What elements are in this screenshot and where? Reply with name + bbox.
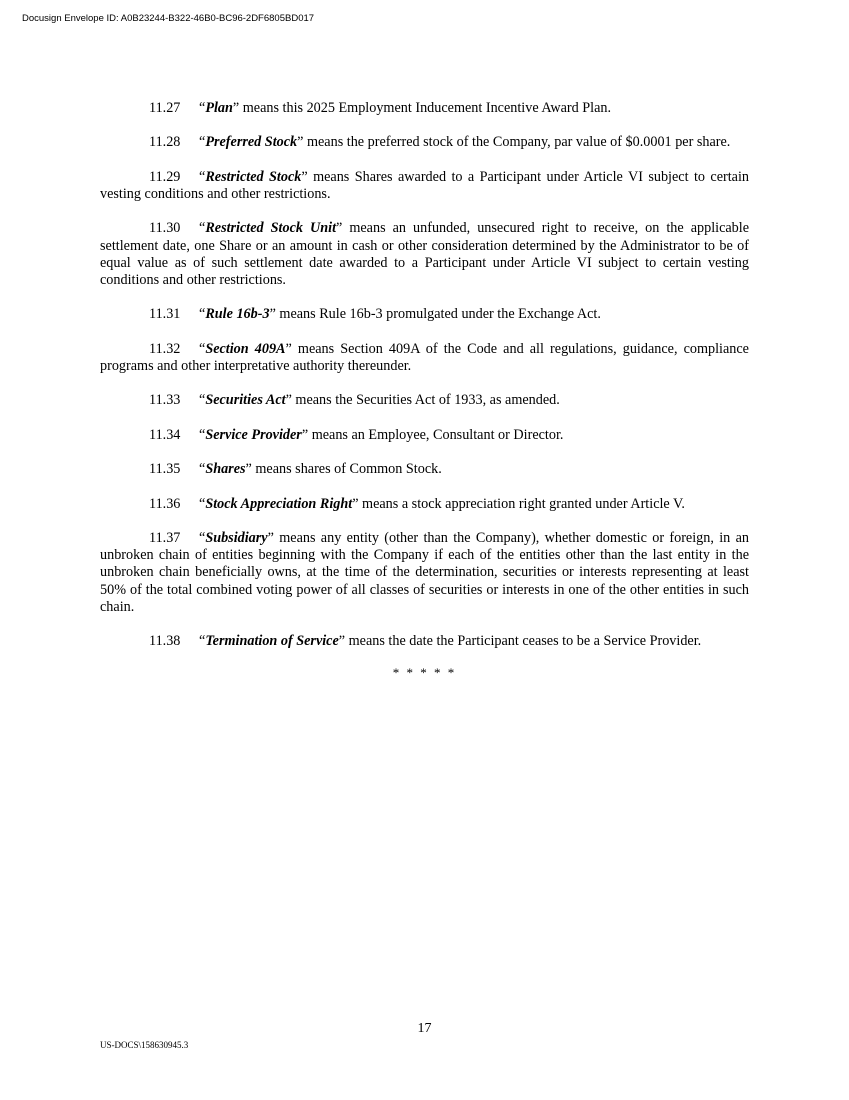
defined-term: Service Provider [205,426,302,443]
section-number: 11.36 [149,495,181,512]
section-number: 11.32 [149,340,181,357]
definition-paragraph: 11.28 “Preferred Stock” means the preferred stock of the Company, par value of $0.0001 per share. [149,134,731,151]
section-number: 11.30 [149,220,181,237]
section-number: 11.31 [149,306,181,323]
section-number: 11.35 [149,461,181,478]
defined-term: Restricted Stock Unit [205,220,337,237]
page-number: 17 [417,1021,432,1036]
definition-paragraph: 11.31 “Rule 16b-3” means Rule 16b-3 promulgated under the Exchange Act. [149,306,601,323]
definition-text: ” means Shares awarded to a Participant under Article VI subject to certain vesting conditions and other restrictions. [100,168,749,202]
defined-term: Securities Act [205,392,286,409]
section-number: 11.33 [149,392,181,409]
defined-term: Termination of Service [205,633,339,650]
defined-term: Stock Appreciation Right [205,495,353,512]
definitions-section [100,100,749,681]
definition-paragraph: 11.27 “Plan” means this 2025 Employment Inducement Incentive Award Plan. [149,100,612,116]
definition-text: ” means this 2025 Employment Inducement Incentive Award Plan. [232,100,612,116]
envelope-id: Docusign Envelope ID: A0B23244-B322-46B0-BC96-2DF6805BD017 [22,13,315,24]
definition-paragraph: 11.35 “Shares” means shares of Common Stock. [149,461,442,478]
defined-term: Subsidiary [205,529,268,546]
definition-text: ” means Rule 16b-3 promulgated under the Exchange Act. [269,306,601,323]
definition-paragraph: 11.29 “Restricted Stock” means Shares awarded to a Participant under Article VI subject to certain vesting conditions and other restrictions. [100,168,749,202]
definition-paragraph: 11.30 “Restricted Stock Unit” means an unfunded, unsecured right to receive, on the applicable settlement date, one Share or an amount in cash or other consideration determined by the Administrator to be of equal value as of such settlement date awarded to a Participant under Article VI subject to certain vesting conditions and other restrictions. [100,220,750,288]
definition-text: ” means Section 409A of the Code and all regulations, guidance, compliance programs and other interpretative authority thereunder. [100,340,749,374]
section-number: 11.27 [149,100,181,116]
definition-paragraph: 11.34 “Service Provider” means an Employee, Consultant or Director. [149,426,564,443]
section-number: 11.37 [149,529,181,546]
definition-text: ” means any entity (other than the Company), whether domestic or foreign, in an unbroken chain of entities beginning with the Company if each of the entities other than the last entity in the unbroken chain beneficially owns, at the time of the determination, securities or interests representing at least 50% of the total combined voting power of all classes of securities or interests in one of the other entities in such chain. [100,529,749,615]
definition-text: ” means an Employee, Consultant or Director. [301,426,564,443]
section-number: 11.28 [149,134,181,151]
definition-text: ” means the Securities Act of 1933, as amended. [285,392,560,409]
section-number: 11.34 [149,426,181,443]
definition-text: ” means a stock appreciation right granted under Article V. [352,495,685,512]
definition-paragraph: 11.33 “Securities Act” means the Securities Act of 1933, as amended. [149,392,560,409]
definition-paragraph: 11.36 “Stock Appreciation Right” means a stock appreciation right granted under Article V. [149,495,685,512]
defined-term: Plan [205,100,233,116]
definition-paragraph: 11.38 “Termination of Service” means the date the Participant ceases to be a Service Provider. [149,633,702,650]
defined-term: Preferred Stock [205,134,298,151]
defined-term: Section 409A [205,340,286,357]
defined-term: Shares [205,461,246,478]
defined-term: Rule 16b-3 [205,306,270,323]
definition-paragraph: 11.37 “Subsidiary” means any entity (other than the Company), whether domestic or foreign, in an unbroken chain of entities beginning with the Company if each of the entities other than the last entity in the unbroken chain beneficially owns, at the time of the determination, securities or interests representing at least 50% of the total combined voting power of all classes of securities or interests in one of the other entities in such chain. [100,529,749,615]
section-number: 11.29 [149,168,181,185]
definition-text: ” means an unfunded, unsecured right to receive, on the applicable settlement date, one Share or an amount in cash or other consideration determined by the Administrator to be of equal value as of such settlement date awarded to a Participant under Article VI subject to certain vesting conditions and other restrictions. [100,220,750,288]
definition-paragraph: 11.32 “Section 409A” means Section 409A of the Code and all regulations, guidance, compliance programs and other interpretative authority thereunder. [100,340,749,374]
definition-text: ” means the preferred stock of the Company, par value of $0.0001 per share. [297,134,731,151]
section-number: 11.38 [149,633,181,650]
document-id: US-DOCS\158630945.3 [100,1040,189,1050]
defined-term: Restricted Stock [205,168,302,185]
definition-text: ” means the date the Participant ceases to be a Service Provider. [338,633,702,650]
section-separator: * * * * * [392,664,457,680]
definition-text: ” means shares of Common Stock. [245,461,442,478]
